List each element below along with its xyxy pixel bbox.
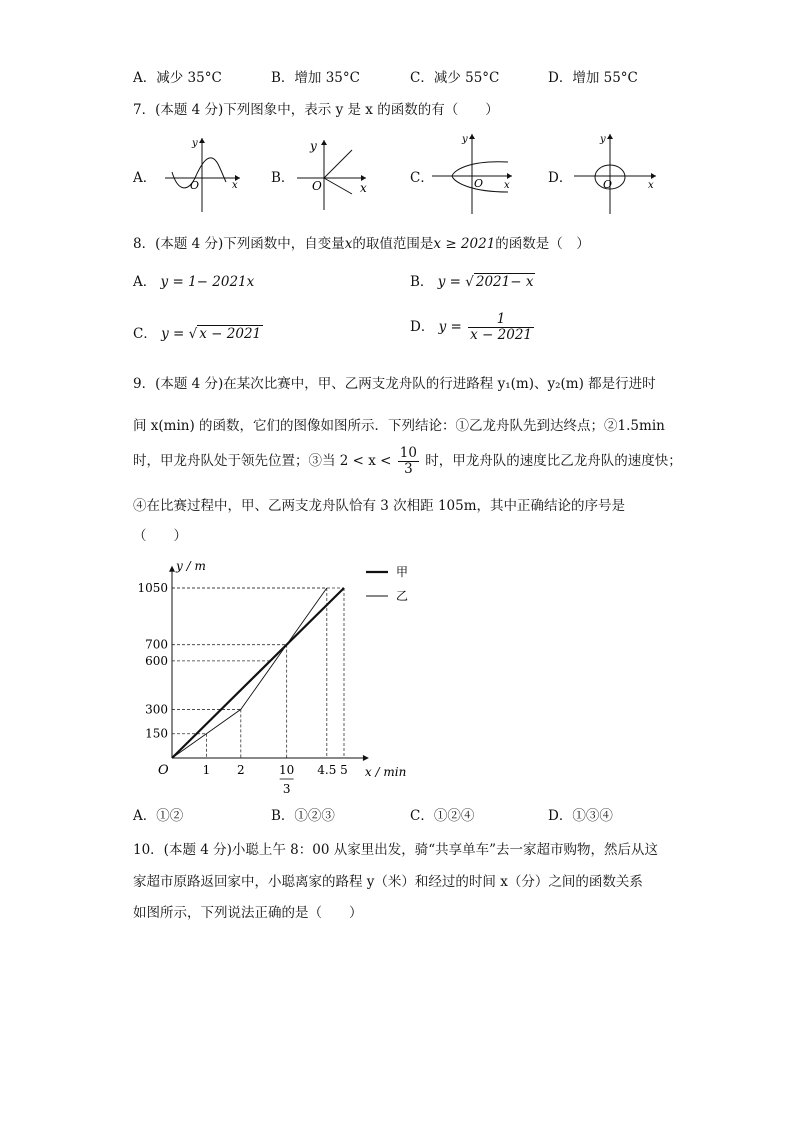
y-axis-label: y xyxy=(310,139,317,153)
q6-option-a: A．减少 35°C xyxy=(133,70,222,86)
origin-label: O xyxy=(158,763,169,778)
q9-line3: 时，甲龙舟队处于领先位置；③当 2 < x < $\frac{10}{3}$ 时，甲龙舟队的速度比乙龙舟队的速度快； xyxy=(133,445,682,477)
legend-label-jia: 甲 xyxy=(396,565,409,579)
x-axis-label: x xyxy=(504,180,510,191)
q7-label-b: B． xyxy=(271,170,295,186)
x-axis-arrow xyxy=(363,755,369,761)
q8-option-a: A． y = 1− 2021x xyxy=(133,274,255,290)
q7-graph-d xyxy=(570,130,662,216)
x-tick-label: 2 xyxy=(236,763,245,777)
y-tick-label: 300 xyxy=(145,702,168,717)
legend-label-yi: 乙 xyxy=(396,589,409,603)
x-tick-label: 4.5 xyxy=(317,763,337,777)
origin-label: O xyxy=(190,179,200,192)
q6-option-c: C．减少 55°C xyxy=(410,70,500,86)
origin-label: O xyxy=(603,178,613,191)
x-tick-label-num: 10 xyxy=(279,763,295,777)
y-axis-arrow xyxy=(169,566,175,572)
series-yi xyxy=(172,588,327,758)
y-tick-label: 150 xyxy=(145,726,168,741)
q7-graph-c xyxy=(430,130,520,216)
q9-line1: 9．(本题 4 分)在某次比赛中，甲、乙两支龙舟队的行进路程 y₁(m)、y₂(m) 都是行进时 xyxy=(133,376,656,392)
q6-option-d: D．增加 55°C xyxy=(548,70,638,86)
q7-label-a: A． xyxy=(133,170,157,186)
q9-line5: （ ） xyxy=(133,528,187,544)
y-axis-label: y xyxy=(192,138,198,149)
q9-line4: ④在比赛过程中，甲、乙两支龙舟队恰有 3 次相距 105m，其中正确结论的序号是 xyxy=(133,498,626,514)
q7-stem: 7．(本题 4 分)下列图象中，表示 y 是 x 的函数的有（ ） xyxy=(133,102,499,118)
q7-graph-b xyxy=(292,136,372,214)
q7-label-d: D． xyxy=(548,170,573,186)
x-axis-label: x xyxy=(360,181,367,195)
y-axis-label: y xyxy=(600,134,606,145)
q6-option-b: B．增加 35°C xyxy=(271,70,360,86)
q8-stem: 8．(本题 4 分)下列函数中，自变量x的取值范围是x ≥ 2021的函数是（ ） xyxy=(133,236,590,252)
x-tick-label: 1 xyxy=(202,763,211,777)
q9-line2: 间 x(min) 的函数，它们的图像如图所示．下列结论：①乙龙舟队先到达终点；②1.5min xyxy=(133,418,665,434)
y-axis-label: y xyxy=(462,134,468,145)
q7-graph-a xyxy=(160,132,250,214)
q10-line2: 家超市原路返回家中，小聪离家的路程 y（米）和经过的时间 x（分）之间的函数关系 xyxy=(133,874,643,890)
q9-chart xyxy=(130,550,430,800)
x-axis-label: x xyxy=(232,180,238,191)
y-tick-label: 1050 xyxy=(137,581,168,595)
x-tick-label: 5 xyxy=(340,763,348,777)
y-tick-label: 700 xyxy=(145,637,168,652)
series-jia xyxy=(172,588,344,758)
q8-option-c: C． y = √ x − 2021 xyxy=(133,326,262,342)
y-tick-label: 600 xyxy=(145,653,168,668)
q9-option-a: A．①② xyxy=(133,808,184,824)
q9-option-b: B．①②③ xyxy=(271,808,335,824)
y-axis-title: y / m xyxy=(176,558,206,573)
origin-label: O xyxy=(474,177,484,190)
q10-line1: 10．(本题 4 分)小聪上午 8：00 从家里出发，骑“共享单车”去一家超市购物，然后从这 xyxy=(133,842,659,858)
q9-option-d: D．①③④ xyxy=(548,808,613,824)
origin-label: O xyxy=(312,179,322,193)
q10-line3: 如图所示，下列说法正确的是（ ） xyxy=(133,905,363,921)
x-tick-label-den: 3 xyxy=(282,782,291,796)
q8-option-b: B． y = √ 2021− x xyxy=(410,274,534,290)
q9-option-c: C．①②④ xyxy=(410,808,475,824)
q8-option-d: D． y = $\frac{1}{x - 2021}$ xyxy=(410,311,533,343)
q7-label-c: C． xyxy=(410,170,434,186)
x-axis-label: x xyxy=(648,180,654,191)
x-axis-title: x / min xyxy=(364,765,407,779)
